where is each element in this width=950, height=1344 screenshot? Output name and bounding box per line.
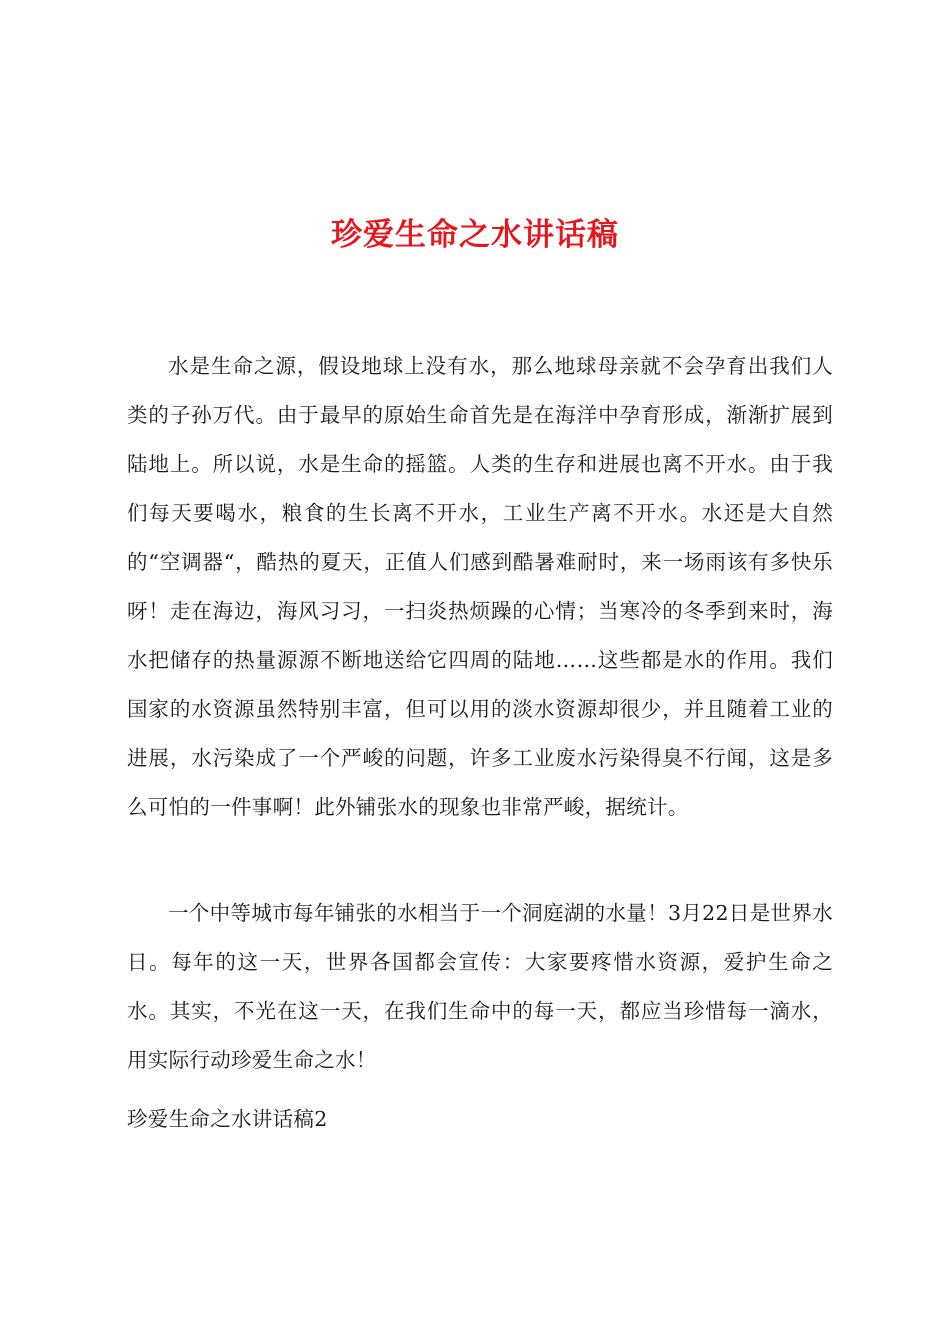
document-title: 珍爱生命之水讲话稿 [331,217,619,253]
body-paragraph-2 [127,889,833,1085]
paragraph-text: 水是生命之源，假设地球上没有水，那么地球母亲就不会孕育出我们人类的子孙万代。由于最早的原始生命首先是在海洋中孕育形成，渐渐扩展到陆地上。所以说，水是生命的摇篮。人类的生存和进展也离不开水。由于我们每天要喝水，粮食的生长离不开水，工业生产离不开水。水还是大自然的“空调器“，酷热的夏天，正值人们感到酷暑难耐时，来一场雨该有多快乐呀！走在海边，海风习习，一扫炎热烦躁的心情；当寒冷的冬季到来时，海水把储存的热量源源不断地送给它四周的陆地……这些都是水的作用。我们国家的水资源虽然特别丰富，但可以用的淡水资源却很少，并且随着工业的进展，水污染成了一个严峻的问题，许多工业废水污染得臭不行闻，这是多么可怕的一件事啊！此外铺张水的现象也非常严峻，据统计。 [127,354,833,819]
next-section-heading: 珍爱生命之水讲话稿2 [127,1107,328,1131]
paragraph-text: 一个中等城市每年铺张的水相当于一个洞庭湖的水量！3月22日是世界水日。每年的这一天，世界各国都会宣传：大家要疼惜水资源，爱护生命之水。其实，不光在这一天，在我们生命中的每一天，都应当珍惜每一滴水，用实际行动珍爱生命之水！ [127,901,833,1072]
body-paragraph-1 [127,342,833,832]
